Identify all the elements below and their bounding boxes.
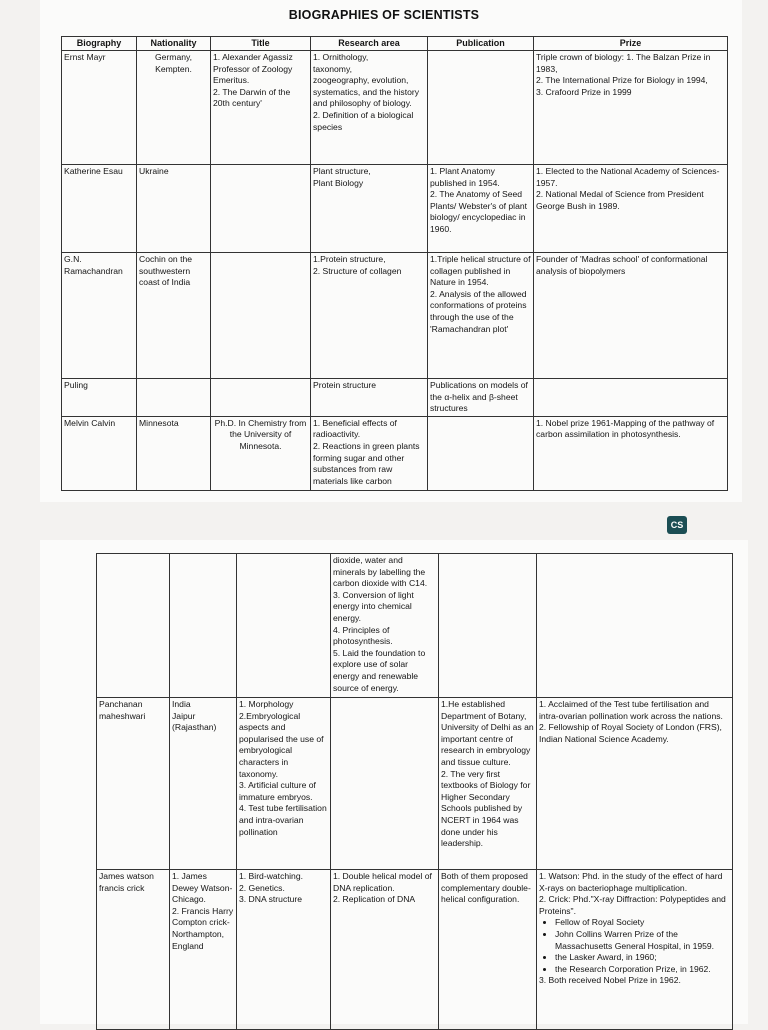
cell-research: 1. Ornithology, taxonomy, zoogeography, evolution, systematics, and the history and philosophy of biology. 2. Definition of a biological species [311,51,428,165]
cell-research [331,698,439,870]
prize-bullet: • John Collins Warren Prize of the Massachusetts General Hospital, in 1959. [555,929,730,952]
cell-prize: 1. Elected to the National Academy of Sciences-1957. 2. National Medal of Science from President George Bush in 1989. [534,165,728,253]
prize-bullet: • the Research Corporation Prize, in 1962. [555,964,730,976]
table-row [97,698,733,870]
cell-prize: Triple crown of biology: 1. The Balzan Prize in 1983, 2. The International Prize for Biology in 1994, 3. Crafoord Prize in 1999 [534,51,728,165]
prize-line: 2. Crick: Phd."X-ray Diffraction: Polypeptides and Proteins". [539,894,726,916]
table-row [62,165,728,253]
cell-publication [428,51,534,165]
cell-nationality: India Jaipur (Rajasthan) [170,698,237,870]
cell-research: 1.Protein structure, 2. Structure of collagen [311,253,428,379]
cell-title [237,554,331,698]
header-row [62,37,728,51]
cell-nationality: Germany, Kempten. [137,51,211,165]
prize-bullet: • the Lasker Award, in 1960; [555,952,730,964]
prize-bullet: • Fellow of Royal Society [555,917,730,929]
cell-research: dioxide, water and minerals by labelling the carbon dioxide with C14. 3. Conversion of light energy into chemical energy. 4. Principles of photosynthesis. 5. Laid the foundation to explore use of solar energy and renewable source of energy. [331,554,439,698]
cell-biography: Panchanan maheshwari [97,698,170,870]
cell-biography: Ernst Mayr [62,51,137,165]
table-row [62,253,728,379]
prize-bullet-list [539,917,730,975]
cell-prize: 1. Nobel prize 1961-Mapping of the pathway of carbon assimilation in photosynthesis. [534,416,728,490]
table-row [97,870,733,1030]
header-title: Title [211,37,311,51]
cell-biography: Puling [62,379,137,417]
cell-publication [428,416,534,490]
cell-nationality: Cochin on the southwestern coast of India [137,253,211,379]
cell-title: 1. Morphology 2.Embryological aspects and popularised the use of embryological characters in taxonomy. 3. Artificial culture of immature embryos. 4. Test tube fertilisation and intra-ovarian pollination [237,698,331,870]
cell-publication: Publications on models of the α-helix and β-sheet structures [428,379,534,417]
cell-biography [97,554,170,698]
cell-prize [534,379,728,417]
cell-title [211,253,311,379]
cell-prize: Founder of 'Madras school' of conformational analysis of biopolymers [534,253,728,379]
prize-line: 3. Both received Nobel Prize in 1962. [539,975,681,986]
cell-publication: 1.He established Department of Botany, University of Delhi as an important centre of research in embryology and tissue culture. 2. The very first textbooks of Biology for Higher Secondary Schools published by NCERT in 1964 was done under his leadership. [439,698,537,870]
cell-publication [439,554,537,698]
cell-biography: James watson francis crick [97,870,170,1030]
cell-prize [537,554,733,698]
cell-research: 1. Double helical model of DNA replication. 2. Replication of DNA [331,870,439,1030]
scientists-table-page-2 [96,553,733,1030]
cell-title [211,379,311,417]
header-prize: Prize [534,37,728,51]
cell-nationality: Ukraine [137,165,211,253]
header-research-area: Research area [311,37,428,51]
cell-prize [537,870,733,1030]
cell-biography: Melvin Calvin [62,416,137,490]
cell-title [211,165,311,253]
cell-publication: Both of them proposed complementary double-helical configuration. [439,870,537,1030]
cell-publication: 1. Plant Anatomy published in 1954. 2. The Anatomy of Seed Plants/ Webster's of plant biology/ encyclopediac in 1960. [428,165,534,253]
cell-research: Plant structure, Plant Biology [311,165,428,253]
cell-title: 1. Alexander Agassiz Professor of Zoology Emeritus. 2. The Darwin of the 20th century' [211,51,311,165]
header-nationality: Nationality [137,37,211,51]
cell-nationality [137,379,211,417]
cell-nationality: 1. James Dewey Watson-Chicago. 2. Francis Harry Compton crick-Northampton, England [170,870,237,1030]
cell-research: Protein structure [311,379,428,417]
prize-line: 1. Watson: Phd. in the study of the effect of hard X-rays on bacteriophage multiplication. [539,871,723,893]
cell-publication: 1.Triple helical structure of collagen published in Nature in 1954. 2. Analysis of the allowed conformations of proteins through the use of the 'Ramachandran plot' [428,253,534,379]
cell-research: 1. Beneficial effects of radioactivity. 2. Reactions in green plants forming sugar and other substances from raw materials like carbon [311,416,428,490]
cell-prize: 1. Acclaimed of the Test tube fertilisation and intra-ovarian pollination work across the nations. 2. Fellowship of Royal Society of London (FRS), Indian National Science Academy. [537,698,733,870]
table-row [62,379,728,417]
header-biography: Biography [62,37,137,51]
camscanner-badge-icon: CS [667,516,687,534]
cell-nationality [170,554,237,698]
scientists-table-page-1 [61,36,728,491]
table-row [62,51,728,165]
cell-nationality: Minnesota [137,416,211,490]
table-row [97,554,733,698]
table-row [62,416,728,490]
cell-biography: G.N. Ramachandran [62,253,137,379]
document-title: BIOGRAPHIES OF SCIENTISTS [288,8,480,22]
cell-biography: Katherine Esau [62,165,137,253]
header-publication: Publication [428,37,534,51]
cell-title: Ph.D. In Chemistry from the University of Minnesota. [211,416,311,490]
cell-title: 1. Bird-watching. 2. Genetics. 3. DNA structure [237,870,331,1030]
